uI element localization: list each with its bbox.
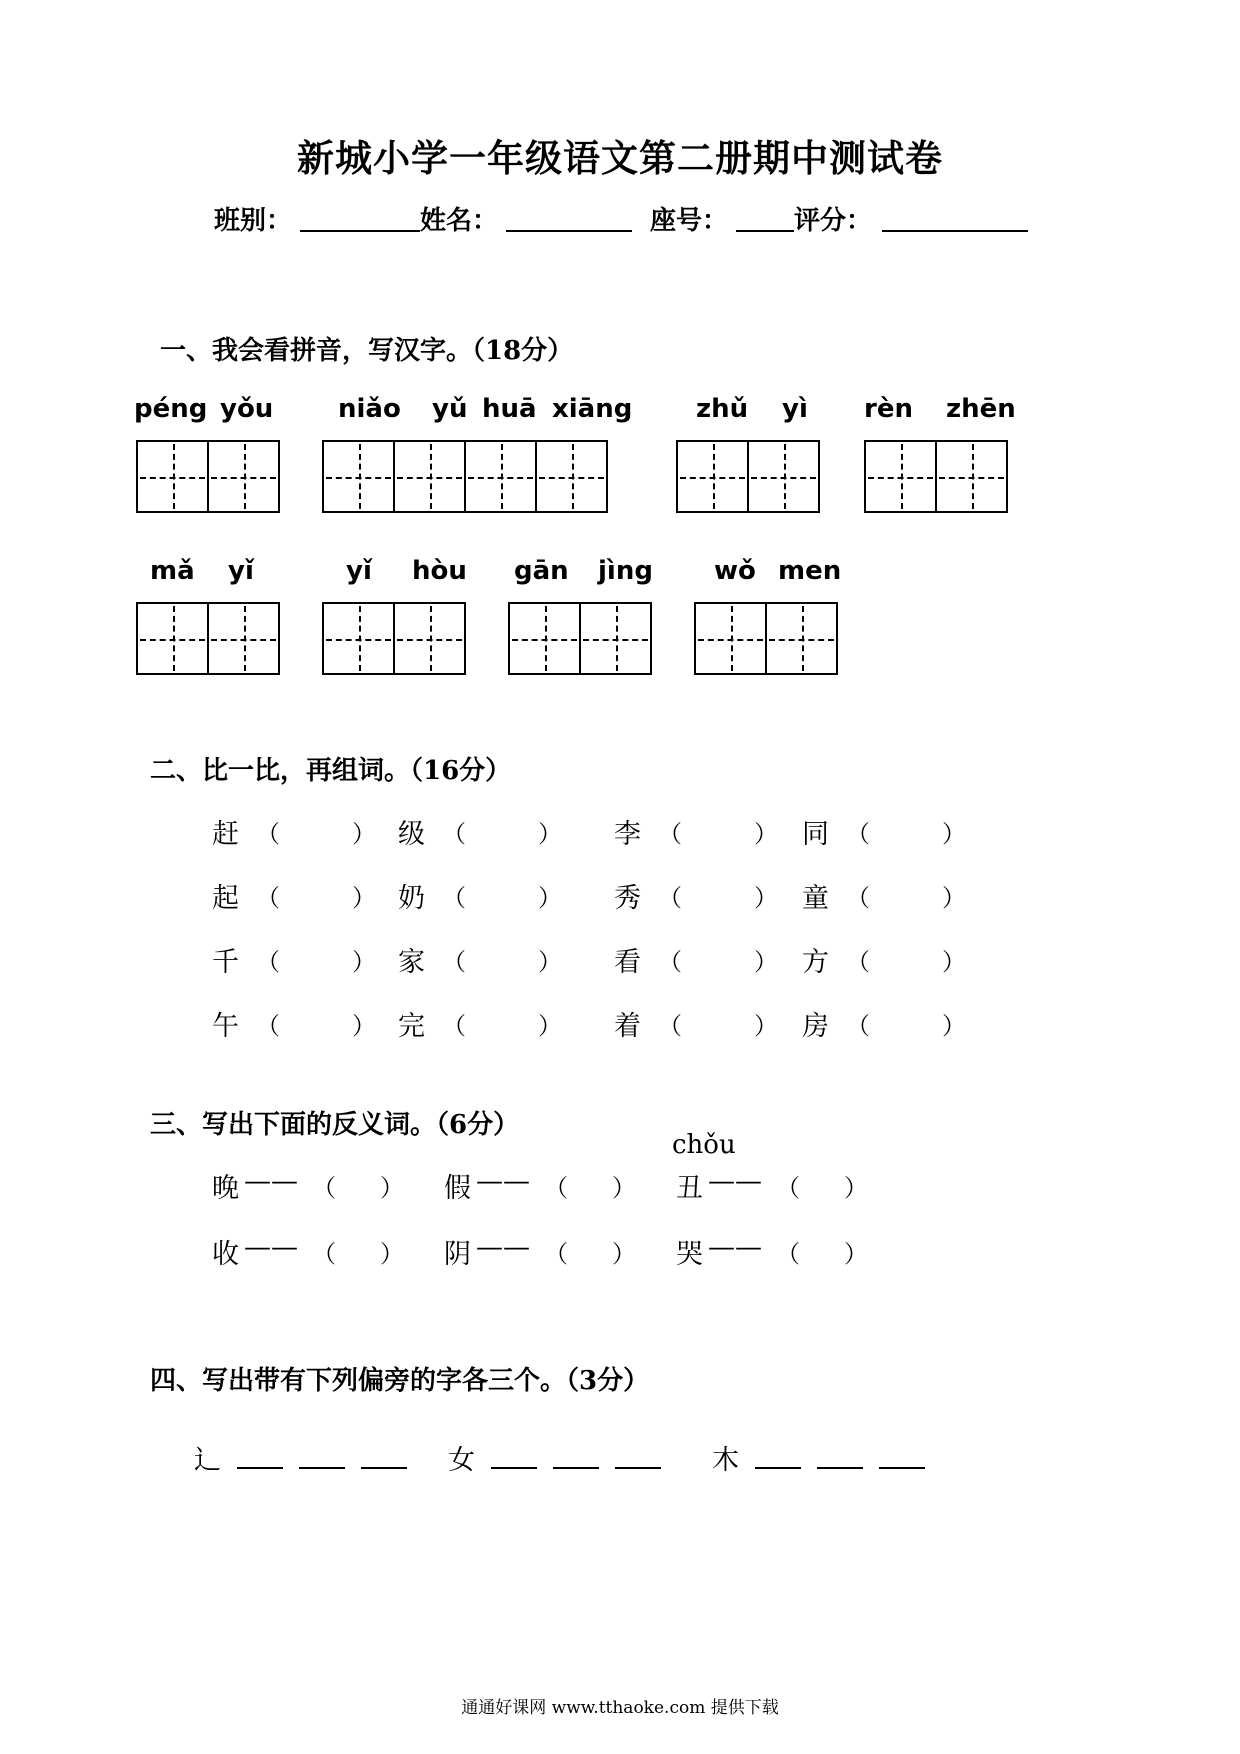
antonym-dash: ——	[476, 1232, 530, 1263]
compare-char: 同	[802, 819, 829, 850]
radical-char: 女	[448, 1445, 475, 1476]
answer-open-paren[interactable]: （	[442, 1012, 466, 1040]
pinyin-pengyou-1: péng	[134, 394, 208, 424]
pinyin-hint-chou: chǒu	[672, 1130, 736, 1160]
answer-open-paren[interactable]: （	[776, 1240, 800, 1268]
compare-char: 着	[614, 1011, 641, 1042]
writing-cell[interactable]	[207, 602, 280, 675]
answer-open-paren[interactable]: （	[658, 884, 682, 912]
answer-open-paren[interactable]: （	[846, 884, 870, 912]
answer-close-paren: ）	[942, 948, 966, 976]
answer-close-paren: ）	[844, 1174, 868, 1202]
writing-cell[interactable]	[136, 602, 209, 675]
answer-blank[interactable]	[237, 1443, 283, 1469]
answer-close-paren: ）	[754, 948, 778, 976]
pinyin-ganjing-1: gān	[514, 556, 569, 586]
answer-open-paren[interactable]: （	[256, 1012, 280, 1040]
answer-blank[interactable]	[553, 1443, 599, 1469]
pinyin-niaoyu-1: niǎo	[338, 394, 401, 424]
compare-char: 房	[802, 1011, 829, 1042]
compare-char: 赶	[212, 819, 239, 850]
answer-open-paren[interactable]: （	[658, 948, 682, 976]
writing-grid-niaoyuhuaxiang[interactable]	[322, 440, 608, 513]
answer-open-paren[interactable]: （	[846, 1012, 870, 1040]
answer-close-paren: ）	[754, 884, 778, 912]
pinyin-niaoyu-2: yǔ	[432, 394, 468, 424]
answer-close-paren: ）	[612, 1174, 636, 1202]
writing-grid-pengyou[interactable]	[136, 440, 280, 513]
answer-close-paren: ）	[538, 1012, 562, 1040]
compare-char: 午	[212, 1011, 239, 1042]
section2-heading: 二、比一比，再组词。（16分）	[150, 756, 512, 786]
answer-close-paren: ）	[380, 1174, 404, 1202]
pinyin-renzhen-2: zhēn	[946, 394, 1016, 424]
answer-open-paren[interactable]: （	[544, 1240, 568, 1268]
page-title: 新城小学一年级语文第二册期中测试卷	[297, 136, 943, 180]
compare-char: 级	[398, 819, 425, 850]
radical-char: 木	[712, 1445, 739, 1476]
answer-open-paren[interactable]: （	[544, 1174, 568, 1202]
answer-blank[interactable]	[615, 1443, 661, 1469]
compare-char: 家	[398, 947, 425, 978]
antonym-dash: ——	[244, 1232, 298, 1263]
writing-grid-renzhen[interactable]	[864, 440, 1008, 513]
name-label: 姓名：	[420, 206, 499, 236]
answer-close-paren: ）	[942, 884, 966, 912]
answer-close-paren: ）	[352, 884, 376, 912]
writing-cell[interactable]	[322, 602, 395, 675]
writing-cell[interactable]	[765, 602, 838, 675]
writing-grid-yihou[interactable]	[322, 602, 466, 675]
footer-note: 通通好课网 www.tthaoke.com 提供下载	[461, 1698, 779, 1718]
writing-cell[interactable]	[393, 440, 466, 513]
writing-cell[interactable]	[464, 440, 537, 513]
antonym-char: 阴	[444, 1239, 471, 1270]
pinyin-huaxiang-2: xiāng	[552, 394, 633, 424]
answer-open-paren[interactable]: （	[256, 948, 280, 976]
pinyin-yihou-2: hòu	[412, 556, 467, 586]
antonym-dash: ——	[476, 1166, 530, 1197]
answer-open-paren[interactable]: （	[256, 884, 280, 912]
pinyin-mayi-1: mǎ	[150, 556, 195, 586]
pinyin-renzhen-1: rèn	[864, 394, 913, 424]
writing-cell[interactable]	[322, 440, 395, 513]
writing-cell[interactable]	[676, 440, 749, 513]
writing-grid-ganjing[interactable]	[508, 602, 652, 675]
pinyin-yihou-1: yǐ	[346, 556, 372, 586]
section3-heading: 三、写出下面的反义词。（6分）	[150, 1110, 520, 1140]
writing-cell[interactable]	[535, 440, 608, 513]
writing-cell[interactable]	[864, 440, 937, 513]
answer-blank[interactable]	[755, 1443, 801, 1469]
writing-grid-mayi[interactable]	[136, 602, 280, 675]
compare-char: 完	[398, 1011, 425, 1042]
antonym-char: 哭	[676, 1239, 703, 1270]
class-blank[interactable]	[300, 230, 420, 232]
answer-open-paren[interactable]: （	[312, 1174, 336, 1202]
pinyin-mayi-2: yǐ	[228, 556, 254, 586]
writing-cell[interactable]	[508, 602, 581, 675]
answer-blank[interactable]	[817, 1443, 863, 1469]
answer-close-paren: ）	[352, 1012, 376, 1040]
compare-char: 方	[802, 947, 829, 978]
compare-char: 看	[614, 947, 641, 978]
writing-cell[interactable]	[935, 440, 1008, 513]
writing-grid-zhuyi[interactable]	[676, 440, 820, 513]
answer-open-paren[interactable]: （	[846, 948, 870, 976]
pinyin-women-1: wǒ	[714, 556, 756, 586]
answer-close-paren: ）	[942, 1012, 966, 1040]
compare-char: 童	[802, 883, 829, 914]
pinyin-pengyou-2: yǒu	[220, 394, 274, 424]
section4-heading: 四、写出带有下列偏旁的字各三个。（3分）	[150, 1366, 650, 1396]
score-blank[interactable]	[882, 230, 1028, 232]
pinyin-ganjing-2: jìng	[598, 556, 653, 586]
antonym-dash: ——	[708, 1166, 762, 1197]
answer-close-paren: ）	[538, 948, 562, 976]
answer-close-paren: ）	[754, 820, 778, 848]
answer-blank[interactable]	[879, 1443, 925, 1469]
radical-char: 辶	[194, 1445, 221, 1476]
antonym-char: 假	[444, 1173, 471, 1204]
seat-label: 座号：	[650, 206, 729, 236]
writing-grid-women[interactable]	[694, 602, 838, 675]
score-label: 评分：	[794, 206, 873, 236]
antonym-char: 丑	[676, 1173, 703, 1204]
answer-close-paren: ）	[754, 1012, 778, 1040]
answer-blank[interactable]	[361, 1443, 407, 1469]
answer-blank[interactable]	[299, 1443, 345, 1469]
compare-char: 秀	[614, 883, 641, 914]
answer-close-paren: ）	[352, 948, 376, 976]
radical-item	[194, 1438, 407, 1477]
answer-open-paren[interactable]: （	[846, 820, 870, 848]
seat-blank[interactable]	[736, 230, 794, 232]
answer-open-paren[interactable]: （	[442, 884, 466, 912]
compare-char: 奶	[398, 883, 425, 914]
radical-item	[448, 1438, 661, 1477]
answer-open-paren[interactable]: （	[256, 820, 280, 848]
answer-open-paren[interactable]: （	[442, 820, 466, 848]
answer-open-paren[interactable]: （	[312, 1240, 336, 1268]
pinyin-zhuyi-1: zhǔ	[696, 394, 749, 424]
antonym-dash: ——	[708, 1232, 762, 1263]
writing-cell[interactable]	[393, 602, 466, 675]
antonym-char: 晚	[212, 1173, 239, 1204]
writing-cell[interactable]	[694, 602, 767, 675]
section1-heading: 一、我会看拼音，写汉字。（18分）	[160, 336, 574, 366]
answer-open-paren[interactable]: （	[776, 1174, 800, 1202]
compare-char: 千	[212, 947, 239, 978]
writing-cell[interactable]	[207, 440, 280, 513]
answer-close-paren: ）	[942, 820, 966, 848]
answer-close-paren: ）	[352, 820, 376, 848]
answer-blank[interactable]	[491, 1443, 537, 1469]
answer-close-paren: ）	[538, 884, 562, 912]
pinyin-zhuyi-2: yì	[782, 394, 808, 424]
pinyin-huaxiang-1: huā	[482, 394, 537, 424]
writing-cell[interactable]	[579, 602, 652, 675]
compare-char: 起	[212, 883, 239, 914]
class-label: 班别：	[214, 206, 293, 236]
answer-close-paren: ）	[538, 820, 562, 848]
writing-cell[interactable]	[136, 440, 209, 513]
pinyin-women-2: men	[778, 556, 842, 586]
writing-cell[interactable]	[747, 440, 820, 513]
name-blank[interactable]	[506, 230, 632, 232]
answer-open-paren[interactable]: （	[658, 1012, 682, 1040]
answer-close-paren: ）	[612, 1240, 636, 1268]
answer-open-paren[interactable]: （	[442, 948, 466, 976]
answer-open-paren[interactable]: （	[658, 820, 682, 848]
compare-char: 李	[614, 819, 641, 850]
antonym-dash: ——	[244, 1166, 298, 1197]
antonym-char: 收	[212, 1239, 239, 1270]
answer-close-paren: ）	[380, 1240, 404, 1268]
answer-close-paren: ）	[844, 1240, 868, 1268]
radical-item	[712, 1438, 925, 1477]
